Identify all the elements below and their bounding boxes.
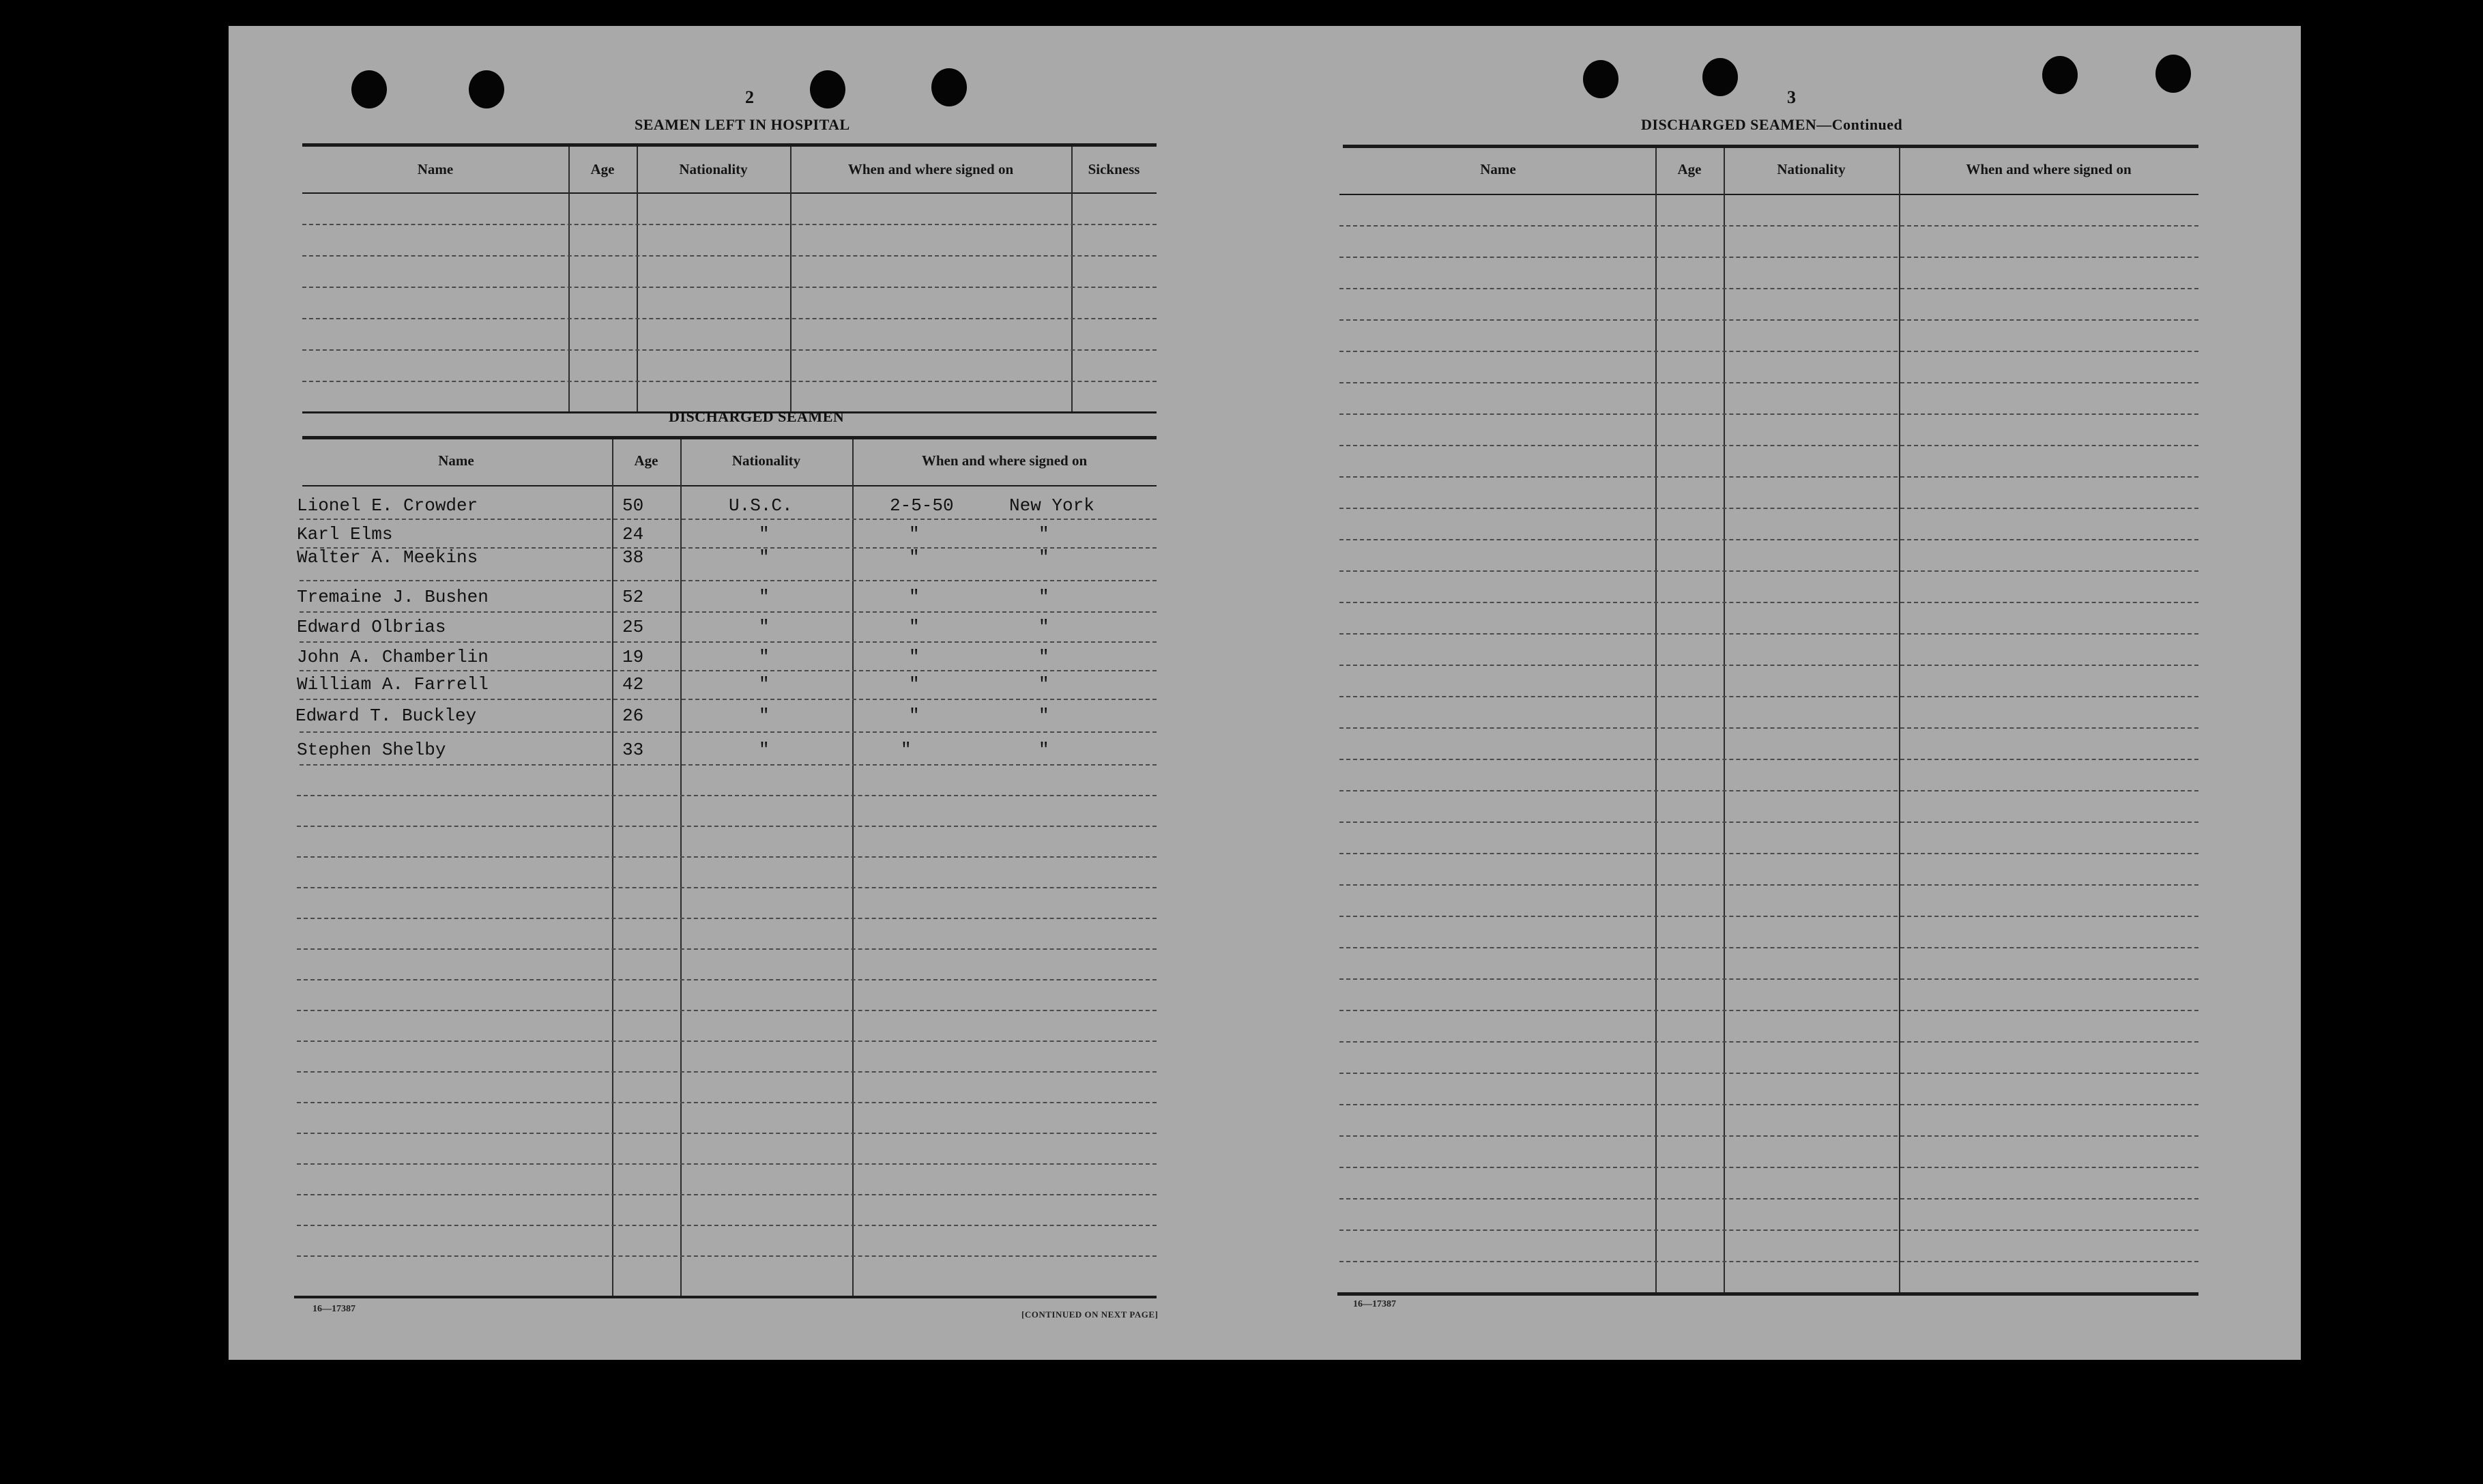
right-header-name: Name (1480, 161, 1516, 177)
seaman-name: Stephen Shelby (297, 740, 446, 760)
continued-note: [CONTINUED ON NEXT PAGE] (1021, 1309, 1159, 1320)
right-row-line (1339, 476, 2198, 478)
right-row-line (1339, 978, 2198, 980)
discharged-row-line (297, 1163, 1157, 1165)
right-row-line (1339, 727, 2198, 729)
discharged-row-line (297, 979, 1157, 980)
right-row-line (1339, 1230, 2198, 1231)
seaman-name: Karl Elms (297, 524, 393, 544)
right-row-line (1339, 884, 2198, 886)
punch-hole (2155, 55, 2191, 93)
form-number: 16—17387 (1353, 1299, 1396, 1309)
discharged-row-line (300, 580, 1157, 581)
right-row-line (1339, 319, 2198, 321)
right-row-line (1339, 1261, 2198, 1262)
hospital-row-line (302, 287, 1157, 288)
right-header-age: Age (1677, 161, 1702, 177)
hospital-row-line (302, 349, 1157, 351)
right-bottom-rule (1337, 1292, 2198, 1296)
discharged-row-line (297, 948, 1157, 950)
seaman-name: John A. Chamberlin (297, 647, 489, 667)
seaman-nationality: " (759, 547, 770, 568)
right-row-line (1339, 539, 2198, 540)
seaman-signed-place: " (1039, 705, 1049, 726)
discharged-row-line (297, 1194, 1157, 1195)
discharged-row-line (300, 670, 1157, 671)
punch-hole (2042, 56, 2078, 94)
discharged-row-line (297, 1041, 1157, 1042)
right-row-line (1339, 1198, 2198, 1199)
right-row-line (1339, 696, 2198, 697)
right-row-line (1339, 570, 2198, 572)
right-row-line (1339, 508, 2198, 509)
hospital-row-line (302, 318, 1157, 319)
right-row-line (1339, 382, 2198, 383)
hospital-header-nationality: Nationality (679, 161, 748, 177)
right-top-rule (1343, 145, 2198, 148)
seaman-signed-place: " (1039, 647, 1049, 667)
seaman-signed-place: " (1039, 587, 1049, 607)
discharged-col-divider (680, 439, 682, 1298)
hospital-header-sickness: Sickness (1088, 161, 1140, 177)
seaman-signed-place: " (1039, 524, 1049, 544)
seaman-age: 38 (622, 547, 644, 568)
seaman-signed-date: " (909, 617, 920, 637)
right-row-line (1339, 351, 2198, 352)
discharged-row-line (297, 856, 1157, 858)
seaman-name: Lionel E. Crowder (297, 495, 478, 516)
discharged-row-line (300, 731, 1157, 733)
seaman-signed-date: " (909, 647, 920, 667)
right-row-line (1339, 1010, 2198, 1011)
right-header-rule (1339, 194, 2198, 195)
punch-hole (1702, 58, 1738, 96)
right-row-line (1339, 633, 2198, 635)
discharged-header-signed-on: When and where signed on (921, 452, 1088, 469)
seaman-nationality: " (759, 674, 770, 695)
right-row-line (1339, 1104, 2198, 1105)
discharged-row-line (297, 826, 1157, 827)
hospital-header-signed-on: When and where signed on (847, 161, 1014, 177)
hospital-col-divider (790, 147, 792, 413)
seaman-signed-place: New York (1009, 495, 1094, 516)
seaman-signed-date: " (909, 705, 920, 726)
left-page (229, 26, 1252, 1360)
seaman-name: Tremaine J. Bushen (297, 587, 489, 607)
hospital-row-line (302, 224, 1157, 225)
discharged-header-age: Age (634, 452, 658, 469)
discharged-row-line (297, 795, 1157, 796)
hospital-col-divider (568, 147, 570, 413)
page-number: 2 (745, 87, 754, 107)
seaman-nationality: " (759, 587, 770, 607)
right-row-line (1339, 257, 2198, 258)
seaman-age: 26 (622, 705, 644, 726)
form-number: 16—17387 (313, 1304, 355, 1314)
right-row-line (1339, 445, 2198, 446)
hospital-col-divider (637, 147, 638, 413)
discharged-row-line (300, 699, 1157, 700)
discharged-row-line (297, 1225, 1157, 1226)
discharged-header-rule (302, 485, 1157, 486)
hospital-section-title: SEAMEN LEFT IN HOSPITAL (635, 116, 850, 133)
discharged-row-line (300, 764, 1157, 766)
punch-hole (931, 68, 967, 106)
punch-hole (1583, 60, 1618, 98)
seaman-name: Edward T. Buckley (295, 705, 477, 726)
seaman-nationality: " (759, 524, 770, 544)
seaman-name: Edward Olbrias (297, 617, 446, 637)
discharged-row-line (297, 1102, 1157, 1103)
right-row-line (1339, 1135, 2198, 1137)
seaman-signed-date: " (909, 524, 920, 544)
right-row-line (1339, 790, 2198, 791)
punch-hole (351, 70, 387, 108)
discharged-top-rule (302, 436, 1157, 439)
seaman-age: 19 (622, 647, 644, 667)
right-row-line (1339, 821, 2198, 823)
punch-hole (469, 70, 504, 108)
discharged-row-line (297, 918, 1157, 919)
seaman-age: 42 (622, 674, 644, 695)
seaman-signed-date: " (901, 740, 912, 760)
discharged-bottom-rule (294, 1296, 1157, 1298)
hospital-header-age: Age (590, 161, 615, 177)
seaman-nationality: " (759, 647, 770, 667)
right-row-line (1339, 1073, 2198, 1074)
page-number: 3 (1787, 87, 1796, 107)
hospital-top-rule (302, 143, 1157, 147)
seaman-signed-date: " (909, 674, 920, 695)
seaman-nationality: U.S.C. (729, 495, 793, 516)
seaman-signed-place: " (1039, 674, 1049, 695)
hospital-row-line (302, 381, 1157, 382)
seaman-nationality: " (759, 740, 770, 760)
right-row-line (1339, 665, 2198, 666)
right-row-line (1339, 1167, 2198, 1168)
right-row-line (1339, 947, 2198, 948)
hospital-row-line (302, 255, 1157, 257)
right-row-line (1339, 1041, 2198, 1043)
discharged-header-name: Name (438, 452, 474, 469)
seaman-nationality: " (759, 705, 770, 726)
discharged-col-divider (852, 439, 854, 1298)
seaman-age: 25 (622, 617, 644, 637)
punch-hole (810, 70, 845, 108)
seaman-age: 24 (622, 524, 644, 544)
right-row-line (1339, 225, 2198, 227)
right-page (1252, 26, 2301, 1360)
hospital-header-rule (302, 192, 1157, 194)
discharged-section-title: DISCHARGED SEAMEN (669, 408, 845, 425)
right-header-signed-on: When and where signed on (1966, 161, 2132, 177)
right-row-line (1339, 916, 2198, 917)
seaman-age: 33 (622, 740, 644, 760)
right-row-line (1339, 853, 2198, 854)
hospital-col-divider (1071, 147, 1073, 413)
seaman-name: William A. Farrell (297, 674, 489, 695)
right-row-line (1339, 759, 2198, 760)
discharged-row-line (297, 1133, 1157, 1134)
right-row-line (1339, 413, 2198, 415)
right-header-nationality: Nationality (1777, 161, 1846, 177)
discharged-col-divider (612, 439, 613, 1298)
discharged-row-line (297, 1010, 1157, 1011)
hospital-header-name: Name (417, 161, 454, 177)
seaman-signed-date: " (909, 587, 920, 607)
discharged-header-nationality: Nationality (731, 452, 801, 469)
seaman-nationality: " (759, 617, 770, 637)
seaman-signed-date: 2-5-50 (890, 495, 954, 516)
discharged-row-line (300, 641, 1157, 643)
discharged-row-line (300, 611, 1157, 613)
seaman-signed-place: " (1039, 547, 1049, 568)
seaman-age: 52 (622, 587, 644, 607)
crew-list-sheet (229, 26, 2301, 1360)
seaman-signed-place: " (1039, 740, 1049, 760)
seaman-name: Walter A. Meekins (297, 547, 478, 568)
discharged-row-line (297, 887, 1157, 888)
discharged-row-line (297, 1255, 1157, 1257)
seaman-age: 50 (622, 495, 644, 516)
seaman-signed-place: " (1039, 617, 1049, 637)
right-row-line (1339, 602, 2198, 603)
discharged-row-line (300, 519, 1157, 520)
discharged-row-line (297, 1071, 1157, 1073)
right-row-line (1339, 288, 2198, 289)
discharged-continued-title: DISCHARGED SEAMEN—Continued (1641, 116, 1903, 133)
seaman-signed-date: " (909, 547, 920, 568)
